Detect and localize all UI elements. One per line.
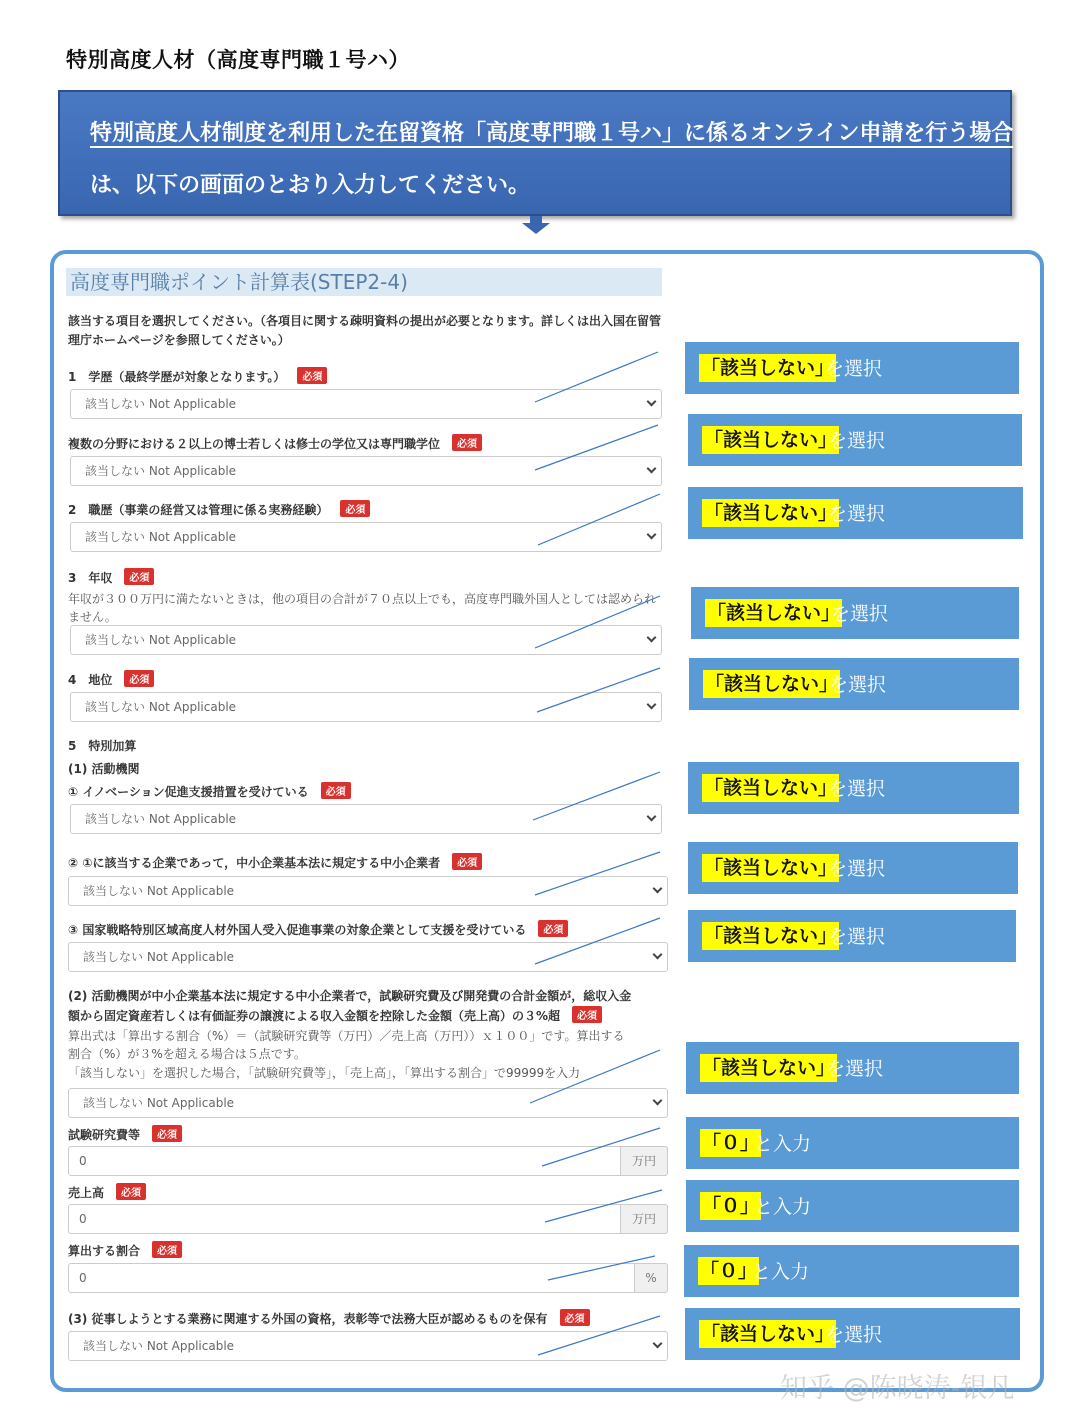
required-badge: 必須 bbox=[452, 853, 482, 870]
callout-text: を選択 bbox=[828, 778, 886, 800]
ratio-input[interactable]: 0 % bbox=[68, 1263, 668, 1293]
q5-2-label-line1: (2) 活動機関が中小企業基本法に規定する中小企業者で，試験研究費及び開発費の合計金額が，総収入金 bbox=[68, 989, 632, 1003]
q3-income-select[interactable]: 該当しない Not Applicable bbox=[70, 625, 662, 655]
q1b-label: 複数の分野における２以上の博士若しくは修士の学位又は専門職学位 必須 bbox=[68, 434, 482, 452]
callout-highlight: 「０」 bbox=[698, 1257, 759, 1285]
q5-1b-label: ② ①に該当する企業であって，中小企業基本法に規定する中小企業者 必須 bbox=[68, 853, 482, 871]
callout-highlight: 「該当しない」 bbox=[702, 774, 839, 802]
callout-input-zero bbox=[686, 1180, 1019, 1232]
form-intro: 該当する項目を選択してください。（各項目に関する疎明資料の提出が必要となります。詳しくは出入国在留管理庁ホームページを参照してください。） bbox=[68, 314, 662, 347]
callout-select-not-applicable bbox=[688, 762, 1019, 814]
callout-text: と入力 bbox=[752, 1261, 810, 1283]
q3-label: 3 年収 必須 bbox=[68, 568, 154, 586]
callout-text: を選択 bbox=[825, 1324, 883, 1346]
callout-highlight: 「該当しない」 bbox=[705, 599, 842, 627]
chevron-down-icon bbox=[647, 633, 657, 643]
callout-input-zero bbox=[684, 1245, 1019, 1297]
callout-text: を選択 bbox=[828, 503, 886, 525]
instruction-banner bbox=[58, 90, 1012, 216]
callout-text: を選択 bbox=[831, 603, 889, 625]
unit-percent: % bbox=[634, 1263, 668, 1293]
chevron-down-icon bbox=[647, 397, 657, 407]
required-badge: 必須 bbox=[340, 500, 370, 517]
callout-highlight: 「０」 bbox=[700, 1129, 761, 1157]
required-badge: 必須 bbox=[124, 670, 154, 687]
required-badge: 必須 bbox=[572, 1006, 602, 1023]
callout-highlight: 「該当しない」 bbox=[699, 1320, 836, 1348]
q5-1c-strategic-zone-select[interactable]: 該当しない Not Applicable bbox=[68, 942, 668, 972]
callout-select-not-applicable bbox=[685, 342, 1019, 394]
q1-education-select[interactable]: 該当しない Not Applicable bbox=[70, 389, 662, 419]
callout-select-not-applicable bbox=[688, 910, 1016, 962]
unit-man-yen: 万円 bbox=[620, 1204, 668, 1234]
q4-position-select[interactable]: 該当しない Not Applicable bbox=[70, 692, 662, 722]
banner-line-1: 特別高度人材制度を利用した在留資格「高度専門職１号ハ」に係るオンライン申請を行う場合 bbox=[90, 121, 1014, 146]
sales-input[interactable]: 0 万円 bbox=[68, 1204, 668, 1234]
q5-3-foreign-qualification-select[interactable]: 該当しない Not Applicable bbox=[68, 1331, 668, 1361]
chevron-down-icon bbox=[653, 950, 663, 960]
required-badge: 必須 bbox=[452, 434, 482, 451]
callout-highlight: 「該当しない」 bbox=[702, 499, 839, 527]
callout-select-not-applicable bbox=[686, 1042, 1019, 1094]
required-badge: 必須 bbox=[152, 1241, 182, 1258]
q5-2-note-line2: 割合（%）が３%を超える場合は５点です。 bbox=[68, 1047, 306, 1061]
q1b-multiple-degrees-select[interactable]: 該当しない Not Applicable bbox=[70, 456, 662, 486]
required-badge: 必須 bbox=[538, 920, 568, 937]
watermark: 知乎 @陈晓涛-银凡 bbox=[780, 1373, 1015, 1404]
callout-text: を選択 bbox=[826, 1058, 884, 1080]
q5-2-note-line1: 算出式は「算出する割合（%）＝（試験研究費等（万円）／売上高（万円））ｘ１００」です。算出する bbox=[68, 1029, 625, 1043]
q5-2-rnd-ratio-select[interactable]: 該当しない Not Applicable bbox=[68, 1088, 668, 1118]
required-badge: 必須 bbox=[124, 568, 154, 585]
q5-2-note-line3: 「該当しない」を選択した場合，「試験研究費等」，「売上高」，「算出する割合」で99999を入力 bbox=[68, 1066, 581, 1080]
callout-select-not-applicable bbox=[689, 658, 1019, 710]
ratio-label: 算出する割合 必須 bbox=[68, 1241, 182, 1259]
page-heading: 特別高度人材（高度専門職１号ハ） bbox=[66, 48, 410, 72]
callout-select-not-applicable bbox=[688, 487, 1023, 539]
chevron-down-icon bbox=[647, 464, 657, 474]
callout-highlight: 「該当しない」 bbox=[699, 354, 836, 382]
chevron-down-icon bbox=[653, 884, 663, 894]
research-expenses-label: 試験研究費等 必須 bbox=[68, 1125, 182, 1143]
chevron-down-icon bbox=[653, 1339, 663, 1349]
q5-2-label-line2: 額から固定資産若しくは有価証券の譲渡による収入金額を控除した金額（売上高）の３%超 必須 bbox=[68, 1006, 602, 1024]
q2-career-select[interactable]: 該当しない Not Applicable bbox=[70, 522, 662, 552]
chevron-down-icon bbox=[653, 1096, 663, 1106]
callout-highlight: 「該当しない」 bbox=[702, 426, 839, 454]
research-expenses-input[interactable]: 0 万円 bbox=[68, 1146, 668, 1176]
callout-highlight: 「該当しない」 bbox=[703, 670, 840, 698]
callout-text: を選択 bbox=[828, 430, 886, 452]
callout-select-not-applicable bbox=[691, 587, 1019, 639]
q5-1a-innovation-select[interactable]: 該当しない Not Applicable bbox=[70, 804, 662, 834]
unit-man-yen: 万円 bbox=[620, 1146, 668, 1176]
callout-text: を選択 bbox=[828, 858, 886, 880]
down-arrow-head-icon bbox=[522, 223, 550, 234]
callout-highlight: 「該当しない」 bbox=[702, 854, 839, 882]
q2-label: 2 職歴（事業の経営又は管理に係る実務経験） 必須 bbox=[68, 500, 370, 518]
banner-line-2: は、以下の画面のとおり入力してください。 bbox=[90, 173, 531, 198]
chevron-down-icon bbox=[647, 700, 657, 710]
callout-highlight: 「該当しない」 bbox=[702, 922, 839, 950]
required-badge: 必須 bbox=[321, 782, 351, 799]
sales-label: 売上高 必須 bbox=[68, 1183, 146, 1201]
q3-note: 年収が３００万円に満たないときは，他の項目の合計が７０点以上でも，高度専門職外国人としては認められません。 bbox=[68, 592, 657, 624]
q5-label: 5 特別加算 bbox=[68, 739, 137, 753]
chevron-down-icon bbox=[647, 812, 657, 822]
q4-label: 4 地位 必須 bbox=[68, 670, 154, 688]
callout-text: を選択 bbox=[828, 926, 886, 948]
callout-select-not-applicable bbox=[688, 842, 1018, 894]
chevron-down-icon bbox=[647, 530, 657, 540]
callout-highlight: 「該当しない」 bbox=[700, 1054, 837, 1082]
q5-1-label: (1) 活動機関 bbox=[68, 762, 140, 776]
callout-text: と入力 bbox=[754, 1133, 812, 1155]
callout-select-not-applicable bbox=[685, 1308, 1020, 1360]
callout-text: を選択 bbox=[825, 358, 883, 380]
callout-highlight: 「０」 bbox=[700, 1192, 761, 1220]
callout-select-not-applicable bbox=[688, 414, 1022, 466]
callout-text: を選択 bbox=[829, 674, 887, 696]
required-badge: 必須 bbox=[152, 1125, 182, 1142]
callout-input-zero bbox=[686, 1117, 1019, 1169]
q5-1a-label: ① イノベーション促進支援措置を受けている 必須 bbox=[68, 782, 351, 800]
q5-1b-sme-select[interactable]: 該当しない Not Applicable bbox=[68, 876, 668, 906]
callout-text: と入力 bbox=[754, 1196, 812, 1218]
form-title: 高度専門職ポイント計算表(STEP2-4) bbox=[66, 268, 662, 296]
q1-label: 1 学歴（最終学歴が対象となります。） 必須 bbox=[68, 367, 327, 385]
required-badge: 必須 bbox=[297, 367, 327, 384]
required-badge: 必須 bbox=[560, 1309, 590, 1326]
required-badge: 必須 bbox=[116, 1183, 146, 1200]
q5-1c-label: ③ 国家戦略特別区域高度人材外国人受入促進事業の対象企業として支援を受けている 必須 bbox=[68, 920, 568, 938]
q5-3-label: (3) 従事しようとする業務に関連する外国の資格，表彰等で法務大臣が認めるものを保有 必須 bbox=[68, 1309, 590, 1327]
